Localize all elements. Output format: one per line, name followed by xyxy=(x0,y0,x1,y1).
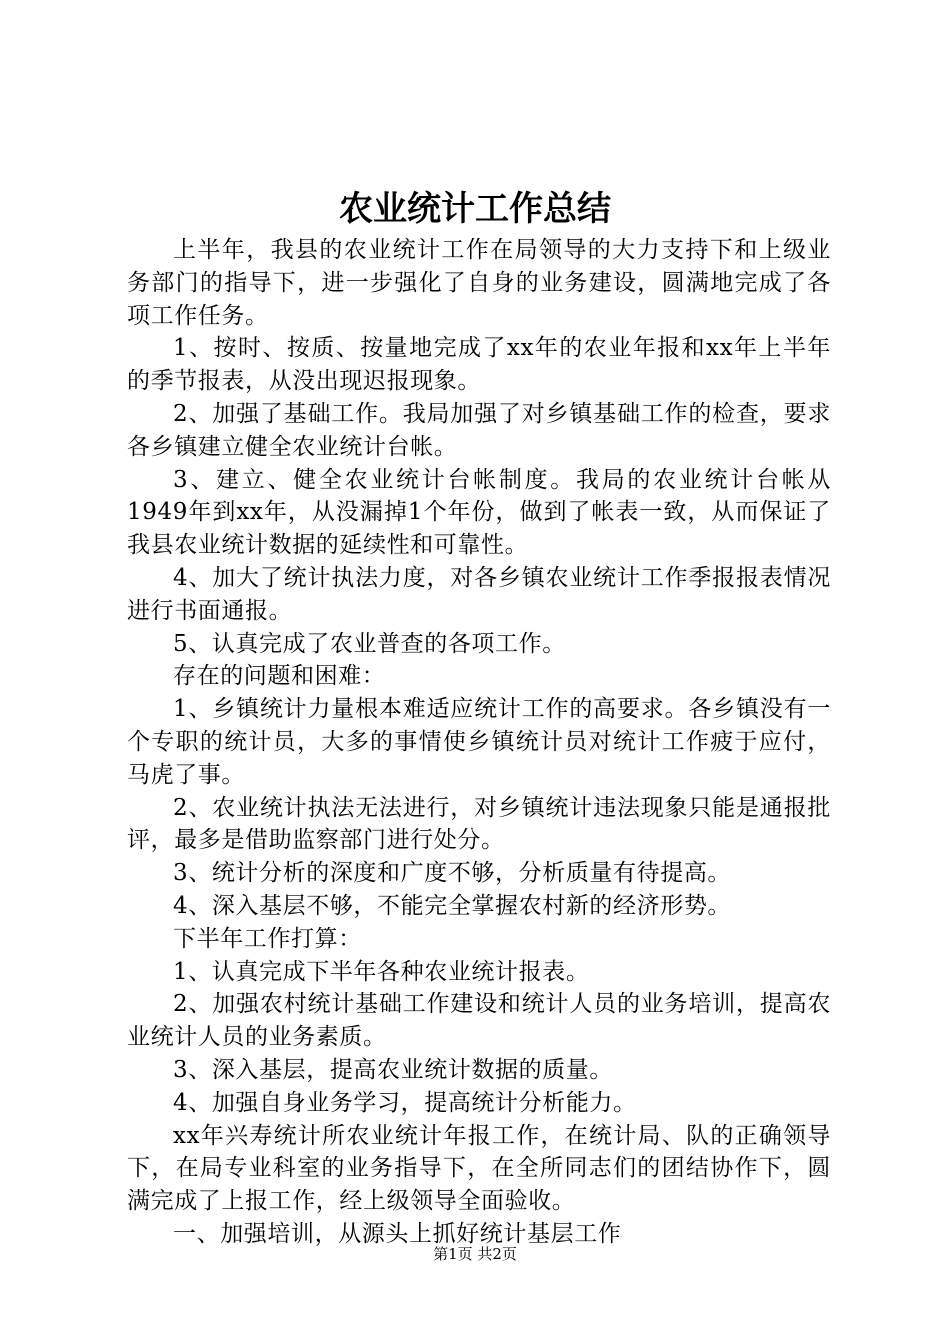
paragraph-plan-4: 4、加强自身业务学习，提高统计分析能力。 xyxy=(173,1089,637,1116)
paragraph-problem-4: 4、深入基层不够，不能完全掌握农村新的经济形势。 xyxy=(173,892,732,919)
section-heading-problems: 存在的问题和困难： xyxy=(173,663,386,690)
paragraph-plan-2: 2、加强农村统计基础工作建设和统计人员的业务培训，提高农业统计人员的业务素质。 xyxy=(127,991,831,1051)
paragraph-plan-1: 1、认真完成下半年各种农业统计报表。 xyxy=(173,958,590,985)
page-number-footer: 第1页 共2页 xyxy=(433,1245,517,1263)
paragraph-item-1: 1、按时、按质、按量地完成了xx年的农业年报和xx年上半年的季节报表，从没出现迟报现象。 xyxy=(127,335,831,395)
paragraph-plan-3: 3、深入基层，提高农业统计数据的质量。 xyxy=(173,1056,614,1083)
paragraph-annual-report: xx年兴寿统计所农业统计年报工作，在统计局、队的正确领导下，在局专业科室的业务指导下，在全所同志们的团结协作下，圆满完成了上报工作，经上级领导全面验收。 xyxy=(127,1122,831,1215)
paragraph-problem-2: 2、农业统计执法无法进行，对乡镇统计违法现象只能是通报批评，最多是借助监察部门进行处分。 xyxy=(127,794,831,854)
section-heading-plans: 下半年工作打算： xyxy=(173,925,362,952)
section-heading-training: 一、加强培训，从源头上抓好统计基层工作 xyxy=(173,1220,622,1247)
document-body xyxy=(127,234,831,1251)
document-title: 农业统计工作总结 xyxy=(339,189,611,229)
paragraph-problem-3: 3、统计分析的深度和广度不够，分析质量有待提高。 xyxy=(173,860,732,887)
paragraph-intro: 上半年，我县的农业统计工作在局领导的大力支持下和上级业务部门的指导下，进一步强化了自身的业务建设，圆满地完成了各项工作任务。 xyxy=(127,237,831,329)
paragraph-problem-1: 1、乡镇统计力量根本难适应统计工作的高要求。各乡镇没有一个专职的统计员，大多的事情使乡镇统计员对统计工作疲于应付，马虎了事。 xyxy=(127,696,831,788)
paragraph-item-3: 3、建立、健全农业统计台帐制度。我局的农业统计台帐从1949年到xx年，从没漏掉1个年份，做到了帐表一致，从而保证了我县农业统计数据的延续性和可靠性。 xyxy=(127,466,831,559)
paragraph-item-5: 5、认真完成了农业普查的各项工作。 xyxy=(173,630,566,657)
paragraph-item-2: 2、加强了基础工作。我局加强了对乡镇基础工作的检查，要求各乡镇建立健全农业统计台帐。 xyxy=(127,400,831,460)
paragraph-item-4: 4、加大了统计执法力度，对各乡镇农业统计工作季报报表情况进行书面通报。 xyxy=(127,564,831,624)
